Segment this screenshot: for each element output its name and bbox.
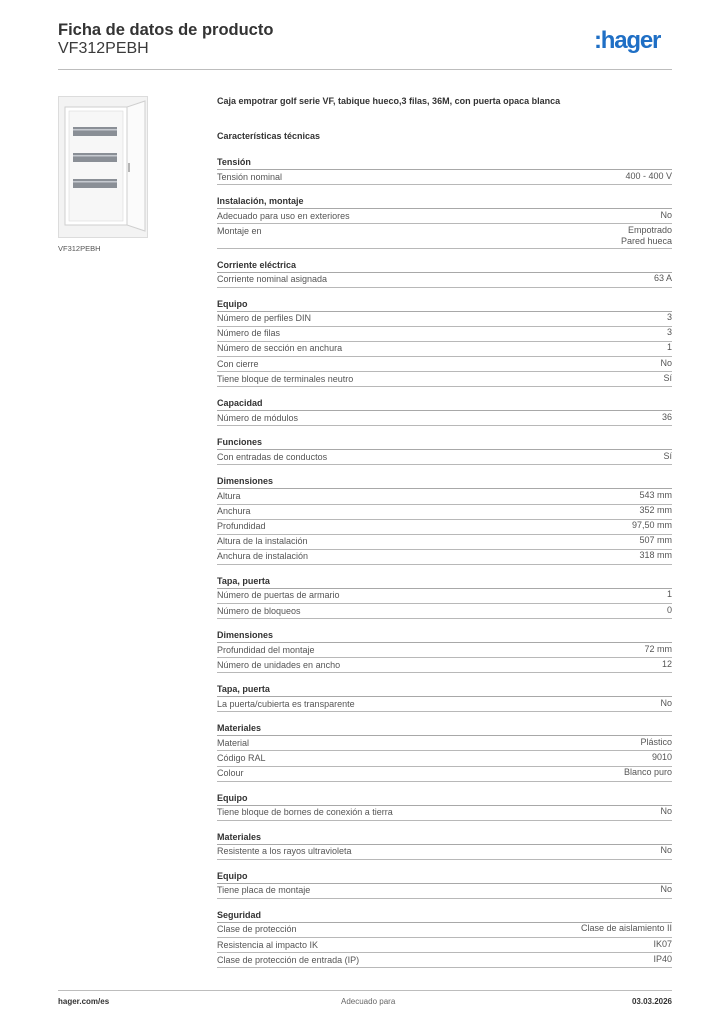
spec-label: Código RAL [217, 752, 266, 763]
spec-value-line: 3 [666, 327, 672, 338]
section-title: Materiales [217, 831, 672, 845]
spec-value-line: Clase de aislamiento II [580, 923, 672, 934]
spec-row [217, 938, 672, 953]
spec-section [217, 397, 672, 426]
product-photo [58, 96, 148, 238]
spec-row [217, 411, 672, 426]
section-title: Materiales [217, 722, 672, 736]
spec-value-line: 0 [666, 604, 672, 615]
spec-label: Número de unidades en ancho [217, 659, 341, 670]
section-title: Seguridad [217, 909, 672, 923]
spec-label: Número de filas [217, 328, 281, 339]
spec-section [217, 629, 672, 673]
spec-row [217, 224, 672, 249]
spec-label: Profundidad [217, 521, 266, 532]
spec-value [624, 767, 672, 781]
spec-row [217, 884, 672, 899]
spec-section [217, 298, 672, 387]
spec-value [653, 954, 672, 968]
spec-row [217, 535, 672, 550]
spec-row [217, 505, 672, 520]
spec-row [217, 658, 672, 673]
spec-value [663, 373, 672, 387]
spec-label: Con entradas de conductos [217, 451, 328, 462]
spec-row [217, 589, 672, 604]
spec-section [217, 683, 672, 712]
spec-label: Profundidad del montaje [217, 644, 315, 655]
section-title: Tapa, puerta [217, 575, 672, 589]
spec-row [217, 845, 672, 860]
enclosure-illustration [59, 97, 147, 237]
spec-label: Anchura de instalación [217, 551, 309, 562]
spec-label: Número de bloqueos [217, 605, 301, 616]
spec-row [217, 604, 672, 619]
spec-section [217, 870, 672, 899]
spec-value-line: Blanco puro [623, 767, 672, 778]
spec-label: Material [217, 737, 250, 748]
spec-section [217, 792, 672, 821]
section-title: Equipo [217, 870, 672, 884]
spec-value [660, 210, 672, 224]
spec-row [217, 489, 672, 504]
spec-row [217, 697, 672, 712]
spec-row [217, 643, 672, 658]
spec-label: Adecuado para uso en exteriores [217, 210, 350, 221]
spec-value [660, 884, 672, 898]
spec-section [217, 475, 672, 564]
spec-value-line: IK07 [653, 938, 672, 949]
spec-label: Resistencia al impacto IK [217, 939, 319, 950]
spec-row [217, 550, 672, 565]
spec-value-line: 352 mm [639, 505, 672, 516]
spec-row [217, 806, 672, 821]
spec-value [662, 412, 672, 426]
spec-value [639, 535, 672, 549]
spec-value [660, 358, 672, 372]
spec-row [217, 923, 672, 938]
spec-value [632, 520, 672, 534]
spec-value-line: 543 mm [639, 489, 672, 500]
spec-row [217, 953, 672, 968]
spec-sections [217, 156, 672, 978]
spec-value [667, 342, 672, 356]
spec-value-line: 36 [661, 411, 672, 422]
spec-row [217, 372, 672, 387]
spec-value [660, 845, 672, 859]
section-title: Tapa, puerta [217, 683, 672, 697]
spec-label: Número de módulos [217, 412, 299, 423]
spec-row [217, 736, 672, 751]
spec-value [653, 939, 672, 953]
spec-value-line: No [660, 806, 672, 817]
spec-value-line: 1 [666, 589, 672, 600]
spec-section [217, 831, 672, 860]
spec-row [217, 312, 672, 327]
section-title: Funciones [217, 436, 672, 450]
spec-label: Tiene bloque de terminales neutro [217, 373, 354, 384]
spec-value-line: No [660, 209, 672, 220]
spec-row [217, 342, 672, 357]
section-title: Corriente eléctrica [217, 259, 672, 273]
section-title: Dimensiones [217, 629, 672, 643]
hager-logo [594, 28, 676, 54]
spec-section [217, 722, 672, 781]
spec-label: Clase de protección [217, 924, 297, 935]
spec-value-line: 72 mm [644, 643, 672, 654]
spec-value-line: 12 [661, 658, 672, 669]
header-divider [58, 69, 672, 70]
spec-value-line: Sí [663, 372, 672, 383]
spec-label: Anchura [217, 506, 251, 517]
spec-value-line: 507 mm [639, 535, 672, 546]
spec-value [667, 605, 672, 619]
spec-value [621, 225, 672, 248]
spec-value-line: No [660, 845, 672, 856]
section-title: Dimensiones [217, 475, 672, 489]
logo-text: :hager [594, 28, 661, 54]
spec-value-line: Pared hueca [620, 236, 672, 247]
technical-characteristics-heading: Características técnicas [217, 131, 321, 141]
spec-row [217, 170, 672, 185]
spec-section [217, 436, 672, 465]
spec-value [667, 327, 672, 341]
spec-label: Número de perfiles DIN [217, 313, 312, 324]
spec-row [217, 209, 672, 224]
spec-value-line: 3 [666, 312, 672, 323]
spec-value [660, 698, 672, 712]
section-title: Capacidad [217, 397, 672, 411]
spec-value-line: 63 A [653, 273, 672, 284]
spec-row [217, 327, 672, 342]
spec-value [581, 923, 672, 937]
spec-label: Con cierre [217, 358, 259, 369]
footer-date: 03.03.2026 [631, 997, 672, 1006]
spec-value [639, 505, 672, 519]
spec-value-line: 318 mm [639, 550, 672, 561]
spec-value [667, 589, 672, 603]
spec-value [644, 644, 672, 658]
spec-row [217, 273, 672, 288]
spec-row [217, 767, 672, 782]
spec-value-line: 400 - 400 V [625, 170, 672, 181]
spec-section [217, 195, 672, 249]
spec-value [625, 171, 672, 185]
section-title: Tensión [217, 156, 672, 170]
spec-value-line: Plástico [640, 736, 672, 747]
spec-value-line: IP40 [653, 953, 672, 964]
spec-value-line: No [660, 697, 672, 708]
spec-value [667, 312, 672, 326]
spec-value-line: No [660, 357, 672, 368]
spec-label: Tensión nominal [217, 171, 283, 182]
spec-value [639, 550, 672, 564]
product-description: Caja empotrar golf serie VF, tabique hueco,3 filas, 36M, con puerta opaca blanca [217, 96, 561, 106]
spec-label: Tiene bloque de bornes de conexión a tierra [217, 807, 393, 818]
spec-section [217, 156, 672, 185]
section-title: Equipo [217, 298, 672, 312]
product-code: VF312PEBH [58, 40, 149, 57]
spec-label: Altura de la instalación [217, 536, 308, 547]
spec-value-line: Sí [663, 450, 672, 461]
section-title: Instalación, montaje [217, 195, 672, 209]
footer-divider [58, 990, 672, 991]
spec-label: Número de sección en anchura [217, 343, 343, 354]
spec-label: Montaje en [217, 225, 262, 236]
spec-label: Número de puertas de armario [217, 590, 340, 601]
footer-note: Adecuado para [341, 997, 396, 1006]
spec-value-line: 1 [666, 342, 672, 353]
spec-value [662, 659, 672, 673]
spec-label: Altura [217, 490, 241, 501]
spec-section [217, 575, 672, 619]
spec-row [217, 751, 672, 766]
spec-value [640, 737, 672, 751]
spec-value [654, 273, 672, 287]
spec-label: Corriente nominal asignada [217, 274, 328, 285]
spec-section [217, 259, 672, 288]
footer-website: hager.com/es [58, 997, 110, 1006]
spec-label: La puerta/cubierta es transparente [217, 698, 355, 709]
photo-caption: VF312PEBH [58, 244, 101, 253]
spec-value [652, 752, 672, 766]
spec-label: Clase de protección de entrada (IP) [217, 954, 360, 965]
spec-label: Tiene placa de montaje [217, 885, 311, 896]
spec-value [660, 806, 672, 820]
spec-row [217, 520, 672, 535]
spec-label: Colour [217, 768, 244, 779]
spec-section [217, 909, 672, 968]
spec-value-line: No [660, 884, 672, 895]
spec-value-line: Empotrado [627, 224, 672, 235]
page-title: Ficha de datos de producto [58, 21, 274, 39]
spec-value-line: 97,50 mm [631, 520, 672, 531]
spec-row [217, 357, 672, 372]
spec-label: Resistente a los rayos ultravioleta [217, 846, 352, 857]
spec-row [217, 450, 672, 465]
spec-value-line: 9010 [651, 751, 672, 762]
section-title: Equipo [217, 792, 672, 806]
spec-value [639, 490, 672, 504]
spec-value [663, 451, 672, 465]
